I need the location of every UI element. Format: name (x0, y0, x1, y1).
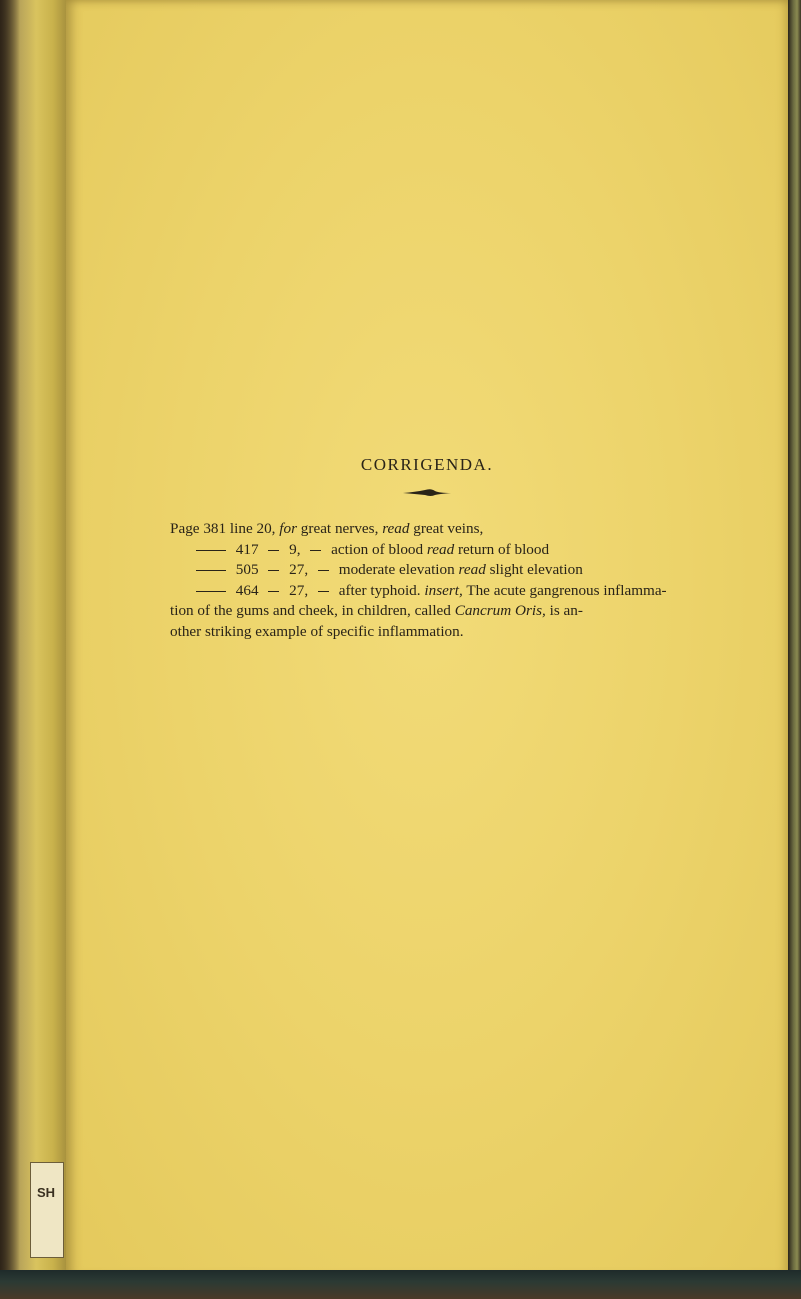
erratum-text: moderate elevation (338, 561, 455, 578)
page-number: 381 (203, 520, 227, 537)
ditto-dash (318, 570, 329, 571)
book-right-edge (788, 0, 801, 1278)
emphasized-term: Cancrum Oris, (454, 602, 546, 619)
read-keyword: read (382, 520, 410, 537)
read-keyword: read (458, 561, 486, 578)
corrigendum-entry (170, 560, 730, 581)
correction-text: slight elevation (489, 561, 583, 578)
page-number: 505 (235, 561, 259, 578)
corrigendum-entry (170, 519, 730, 540)
page-number: 464 (235, 581, 259, 599)
line-number: 9, (289, 540, 301, 558)
insert-keyword: insert, (424, 581, 463, 599)
book-left-edge (0, 0, 66, 1299)
ditto-dash (268, 570, 279, 571)
ditto-dash (310, 550, 321, 551)
line-prefix: line (229, 520, 253, 537)
line-number: 20, (256, 520, 276, 537)
correction-text: great veins, (413, 520, 484, 537)
page-title: CORRIGENDA. (360, 455, 494, 474)
inserted-text: is an- (549, 602, 583, 619)
line-number: 27, (289, 561, 309, 578)
inserted-text: tion of the gums and cheek, in children, called (170, 602, 451, 619)
read-keyword: read (426, 540, 455, 558)
erratum-text: after typhoid. (338, 581, 421, 599)
book-bottom-edge (0, 1270, 801, 1299)
ditto-dash (196, 550, 226, 551)
line-number: 27, (289, 581, 309, 599)
corrigendum-entry (170, 581, 730, 643)
book-page (66, 0, 788, 1278)
for-keyword: for (279, 520, 297, 537)
ornament-rule-icon (401, 487, 453, 499)
ditto-dash (268, 550, 279, 551)
correction-text: return of blood (457, 540, 550, 558)
ditto-dash (318, 591, 329, 592)
corrigendum-entry (170, 540, 730, 561)
page-number: 417 (235, 540, 259, 558)
inserted-text: other striking example of specific inflammation. (170, 622, 464, 640)
page-prefix: Page (170, 520, 200, 537)
spine-label: SH (30, 1162, 64, 1258)
inserted-text: The acute gangrenous inflamma- (466, 581, 667, 599)
ditto-dash (196, 591, 226, 592)
corrigenda-list (170, 519, 730, 642)
ditto-dash (268, 591, 279, 592)
ditto-dash (196, 570, 226, 571)
erratum-text: action of blood (331, 540, 424, 558)
erratum-text: great nerves, (300, 520, 379, 537)
